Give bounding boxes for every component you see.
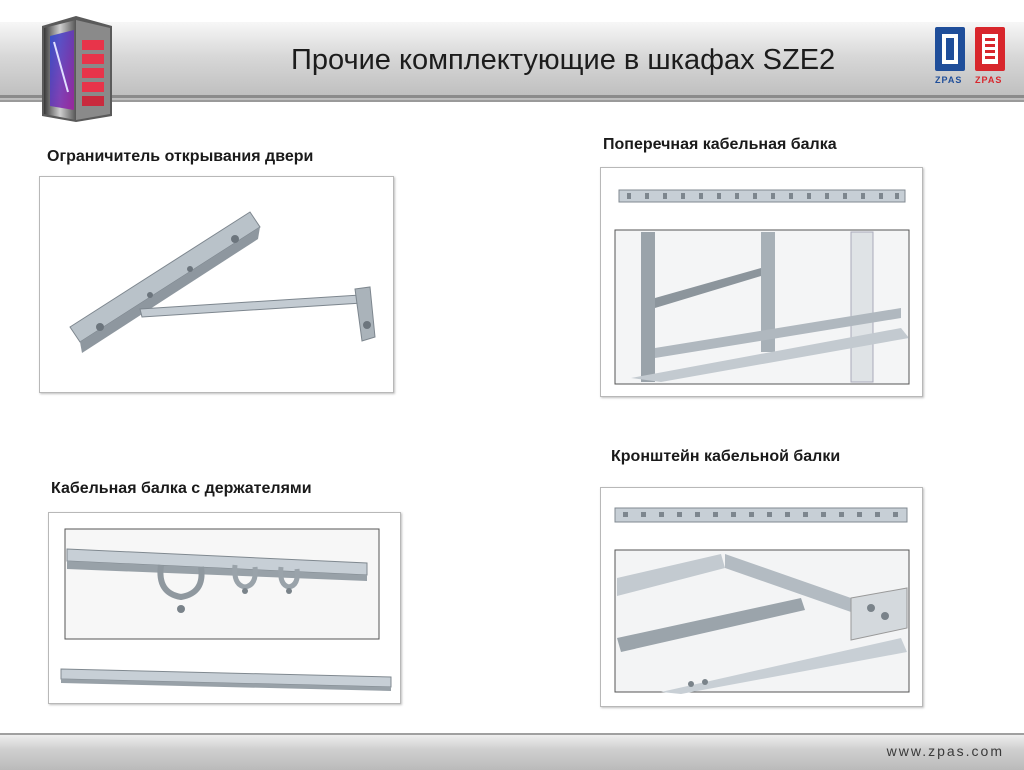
photo-beam-holders xyxy=(48,512,401,704)
zpas-logo-icon xyxy=(931,25,1011,91)
item-caption-transverse-beam: Поперечная кабельная балка xyxy=(603,136,837,153)
item-caption-beam-holders: Кабельная балка с держателями xyxy=(51,480,312,497)
slide-title: Прочие комплектующие в шкафах SZE2 xyxy=(291,44,836,76)
brand-label-left: ZPAS xyxy=(935,75,963,85)
header-divider xyxy=(0,95,1024,98)
photo-door-limiter xyxy=(39,176,394,393)
photo-beam-bracket xyxy=(600,487,923,707)
item-caption-door-limiter: Ограничитель открывания двери xyxy=(47,148,314,165)
footer-website-link[interactable]: www.zpas.com xyxy=(886,743,1004,759)
brand-label-right: ZPAS xyxy=(975,75,1003,85)
photo-transverse-beam xyxy=(600,167,923,397)
footer-band xyxy=(0,733,1024,770)
item-caption-beam-bracket: Кронштейн кабельной балки xyxy=(611,448,841,465)
cabinet-logo-icon xyxy=(36,12,118,124)
